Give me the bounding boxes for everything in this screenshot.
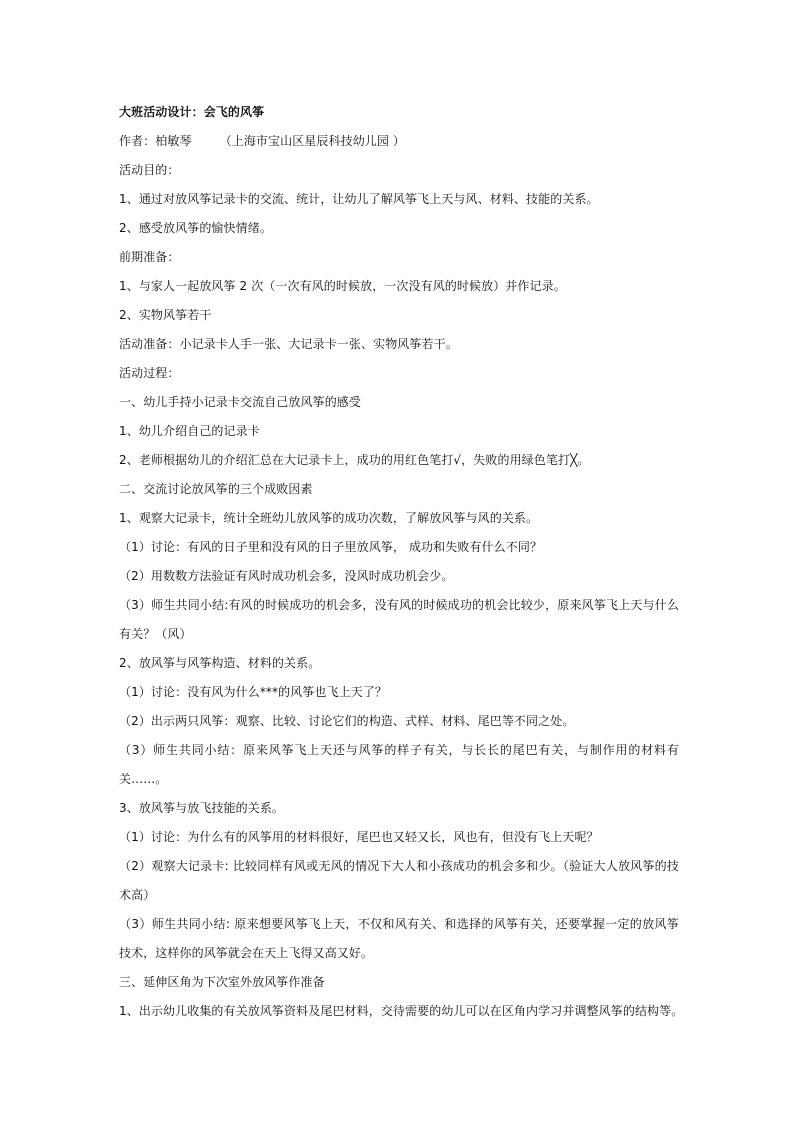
process-subitem: （3）师生共同小结：原来风筝飞上天还与风筝的样子有关，与长长的尾巴有关，与制作用的材料有关……。: [119, 743, 679, 786]
process-item: 1、观察大记录卡，统计全班幼儿放风筝的成功次数，了解放风筝与风的关系。: [119, 511, 539, 525]
process-subitem: （3）师生共同小结: 原来想要风筝飞上天，不仅和风有关、和选择的风筝有关，还要掌握一定的放风筝技术，这样你的风筝就会在天上飞得又高又好。: [119, 917, 679, 960]
process-subitem: （1）讨论：有风的日子里和没有风的日子里放风筝， 成功和失败有什么不同？: [119, 540, 543, 554]
process-item: 2、放风筝与风筝构造、材料的关系。: [119, 656, 321, 670]
author-line: [119, 127, 679, 156]
process-item: 1、幼儿介绍自己的记录卡: [119, 424, 260, 438]
process-item: 1、出示幼儿收集的有关放风筝资料及尾巴材料，交待需要的幼儿可以在区角内学习并调整风筝的结构等。: [119, 1004, 684, 1018]
preparation-item: 1、与家人一起放风筝 2 次（一次有风的时候放，一次没有风的时候放）并作记录。: [119, 279, 566, 293]
heading-process: 活动过程：: [119, 366, 180, 380]
section-heading: 二、交流讨论放风筝的三个成败因素: [119, 482, 313, 496]
heading-preparation: 前期准备：: [119, 250, 180, 264]
author-org: （上海市宝山区星辰科技幼儿园 ）: [219, 134, 406, 148]
process-item: 2、老师根据幼儿的介绍汇总在大记录卡上，成功的用红色笔打√，失败的用绿色笔打╳。: [119, 453, 590, 467]
heading-goals: 活动目的：: [119, 163, 180, 177]
process-subitem: （2）观察大记录卡: 比较同样有风或无风的情况下大人和小孩成功的机会多和少。（验证大人放风筝的技术高）: [119, 859, 679, 902]
process-subitem: （3）师生共同小结:有风的时候成功的机会多，没有风的时候成功的机会比较少，原来风筝飞上天与什么有关？（风）: [119, 598, 679, 641]
process-item: 3、放风筝与放飞技能的关系。: [119, 801, 285, 815]
document-body: [119, 98, 684, 1026]
process-subitem: （2）用数数方法验证有风时成功机会多，没风时成功机会少。: [119, 569, 454, 583]
section-heading: 三、延伸区角为下次室外放风筝作准备: [119, 975, 325, 989]
process-subitem: （1）讨论：没有风为什么***的风筝也飞上天了？: [119, 685, 388, 699]
goal-item: 2、感受放风筝的愉快情绪。: [119, 221, 272, 235]
document-title: 大班活动设计：会飞的风筝: [119, 105, 265, 119]
process-subitem: （2）出示两只风筝：观察、比较、讨论它们的构造、式样、材料、尾巴等不同之处。: [119, 714, 575, 728]
section-heading: 一、幼儿手持小记录卡交流自己放风筝的感受: [119, 395, 362, 409]
author-label: 作者：柏敏琴: [119, 134, 192, 148]
process-subitem: （1）讨论：为什么有的风筝用的材料很好，尾巴也又轻又长，风也有，但没有飞上天呢？: [119, 830, 599, 844]
goal-item: 1、通过对放风筝记录卡的交流、统计，让幼儿了解风筝飞上天与风、材料、技能的关系。: [119, 192, 599, 206]
materials-line: 活动准备：小记录卡人手一张、大记录卡一张、实物风筝若干。: [119, 337, 458, 351]
preparation-item: 2、实物风筝若干: [119, 308, 212, 322]
